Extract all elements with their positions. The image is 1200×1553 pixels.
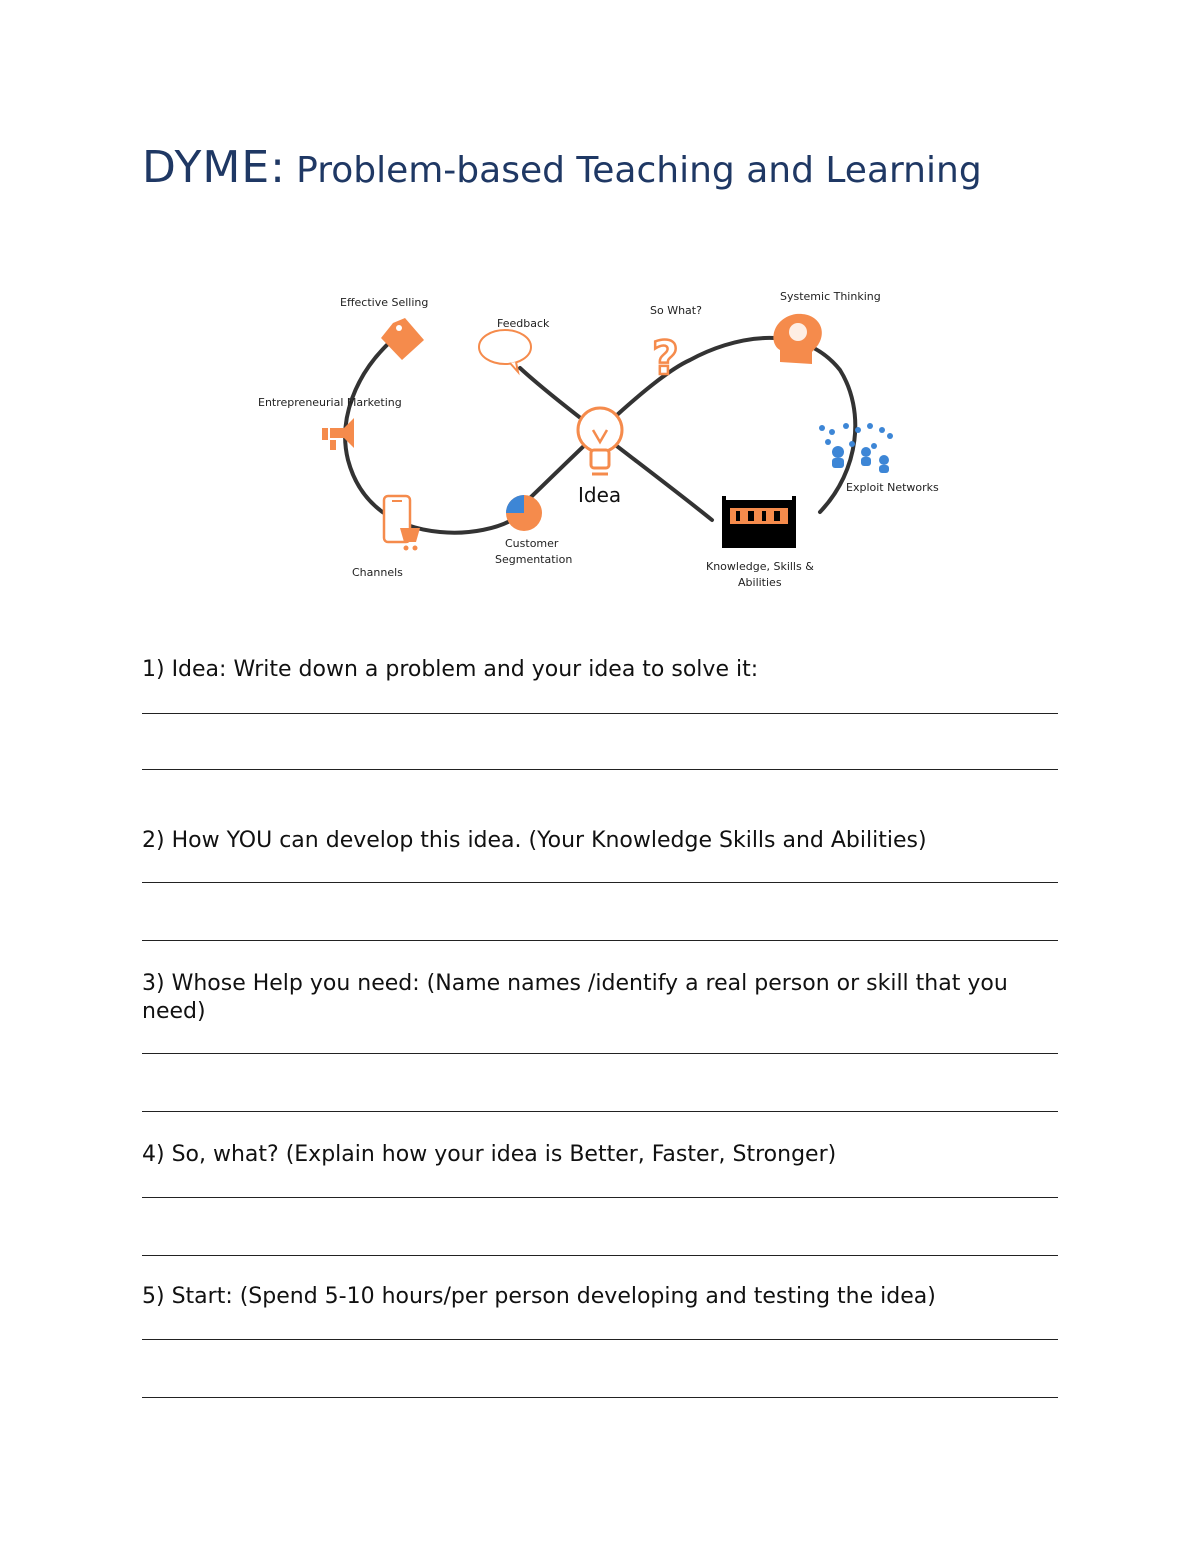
label-channels: Channels (352, 566, 403, 579)
question-mark-icon: ? (652, 331, 679, 385)
label-so-what: So What? (650, 304, 702, 317)
question-1: 1) Idea: Write down a problem and your idea to solve it: (142, 657, 759, 682)
question-4: 4) So, what? (Explain how your idea is Better, Faster, Stronger) (142, 1142, 837, 1167)
answer-line-4b[interactable] (142, 1255, 1058, 1256)
label-ksa-2: Abilities (738, 576, 782, 589)
infinity-diagram (250, 282, 950, 602)
lightbulb-icon (578, 408, 622, 474)
page-title (142, 142, 1042, 195)
answer-line-3a[interactable] (142, 1053, 1058, 1054)
answer-line-2b[interactable] (142, 940, 1058, 941)
label-customer-segmentation-1: Customer (505, 537, 559, 550)
answer-line-5a[interactable] (142, 1339, 1058, 1340)
answer-line-3b[interactable] (142, 1111, 1058, 1112)
label-exploit-networks: Exploit Networks (846, 481, 939, 494)
idea-label: Idea (578, 483, 622, 507)
network-people-icon (819, 423, 893, 473)
label-ksa-1: Knowledge, Skills & (706, 560, 814, 573)
title-rest: Problem-based Teaching and Learning (296, 150, 982, 191)
label-customer-segmentation-2: Segmentation (495, 553, 573, 566)
price-tag-icon (381, 318, 424, 360)
label-feedback: Feedback (497, 317, 550, 330)
answer-line-4a[interactable] (142, 1197, 1058, 1198)
head-profile-icon (773, 314, 821, 364)
label-systemic-thinking: Systemic Thinking (780, 290, 881, 303)
answer-line-1a[interactable] (142, 713, 1058, 714)
question-5: 5) Start: (Spend 5-10 hours/per person developing and testing the idea) (142, 1284, 936, 1309)
phone-cart-icon (384, 496, 420, 551)
answer-line-1b[interactable] (142, 769, 1058, 770)
question-3: 3) Whose Help you need: (Name names /identify a real person or skill that you need) (142, 971, 1008, 1024)
question-2: 2) How YOU can develop this idea. (Your Knowledge Skills and Abilities) (142, 828, 927, 853)
infinity-curve-3 (345, 342, 515, 533)
pie-chart-icon (506, 495, 542, 531)
answer-line-2a[interactable] (142, 882, 1058, 883)
label-entrepreneurial-marketing: Entrepreneurial Marketing (258, 396, 402, 409)
title-lead: DYME: (142, 142, 286, 193)
label-effective-selling: Effective Selling (340, 296, 429, 309)
answer-line-5b[interactable] (142, 1397, 1058, 1398)
toolbox-icon (722, 496, 796, 548)
speech-bubble-icon (479, 330, 531, 372)
megaphone-icon (322, 418, 354, 450)
